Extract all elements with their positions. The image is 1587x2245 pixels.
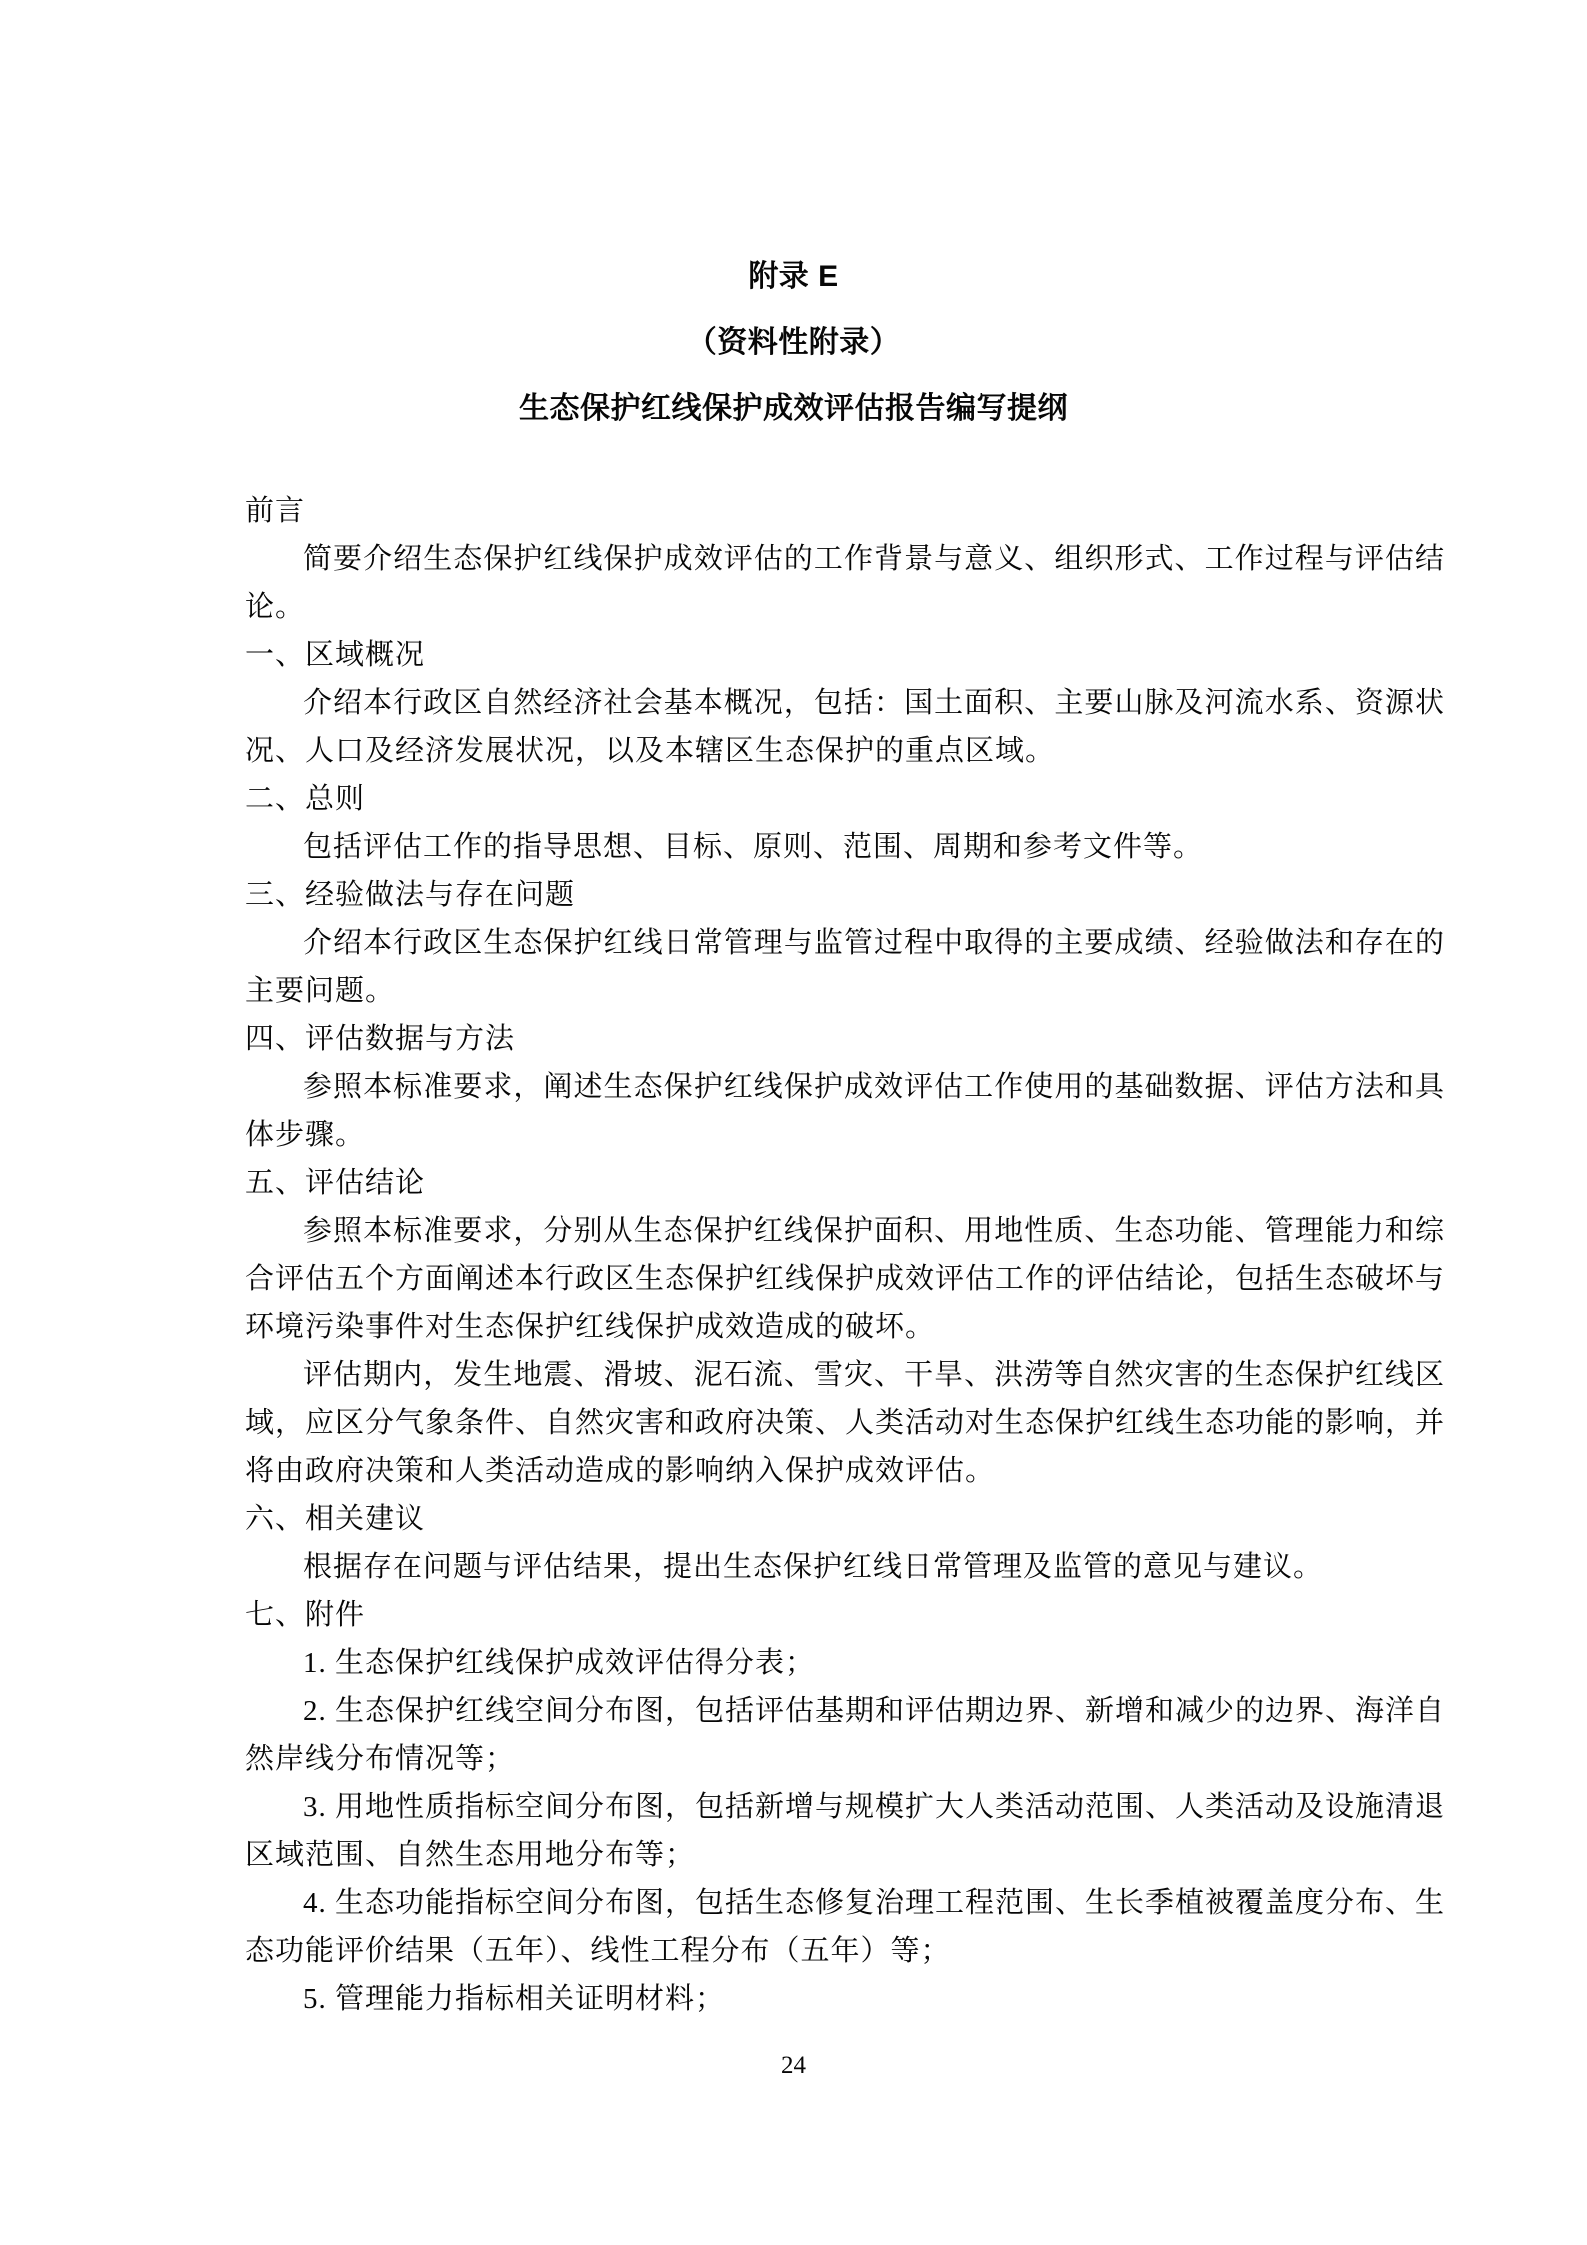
page-number: 24 bbox=[781, 2052, 806, 2079]
paragraph: 1. 生态保护红线保护成效评估得分表； bbox=[303, 1647, 816, 1679]
paragraph: 参照本标准要求，分别从生态保护红线保护面积、用地性质、生态功能、管理能力和综合评估五个方面阐述本行政区生态保护红线保护成效评估工作的评估结论，包括生态破坏与环境污染事件对生态保护红线保护成效造成的破坏。 bbox=[245, 1215, 1446, 1343]
section-heading: 前言 bbox=[245, 495, 306, 527]
document-body bbox=[245, 487, 1445, 2023]
section-heading: 一、区域概况 bbox=[245, 639, 426, 671]
paragraph: 4. 生态功能指标空间分布图，包括生态修复治理工程范围、生长季植被覆盖度分布、生态功能评价结果（五年）、线性工程分布（五年）等； bbox=[245, 1887, 1446, 1967]
section-heading: 三、经验做法与存在问题 bbox=[245, 879, 576, 911]
section-heading: 六、相关建议 bbox=[245, 1503, 426, 1535]
title-block bbox=[0, 244, 1587, 442]
paragraph: 参照本标准要求，阐述生态保护红线保护成效评估工作使用的基础数据、评估方法和具体步骤。 bbox=[245, 1071, 1445, 1151]
document-title: 生态保护红线保护成效评估报告编写提纲 bbox=[519, 392, 1068, 425]
section-heading: 七、附件 bbox=[245, 1599, 366, 1631]
paragraph: 3. 用地性质指标空间分布图，包括新增与规模扩大人类活动范围、人类活动及设施清退区域范围、自然生态用地分布等； bbox=[245, 1791, 1446, 1871]
section-heading: 四、评估数据与方法 bbox=[245, 1023, 516, 1055]
paragraph: 5. 管理能力指标相关证明材料； bbox=[303, 1983, 726, 2015]
paragraph: 介绍本行政区自然经济社会基本概况，包括：国土面积、主要山脉及河流水系、资源状况、人口及经济发展状况，以及本辖区生态保护的重点区域。 bbox=[245, 687, 1445, 767]
paragraph: 根据存在问题与评估结果，提出生态保护红线日常管理及监管的意见与建议。 bbox=[303, 1551, 1324, 1583]
paragraph: 2. 生态保护红线空间分布图，包括评估基期和评估期边界、新增和减少的边界、海洋自然岸线分布情况等； bbox=[245, 1695, 1446, 1775]
paragraph: 包括评估工作的指导思想、目标、原则、范围、周期和参考文件等。 bbox=[303, 831, 1204, 863]
appendix-label: 附录 E bbox=[748, 260, 839, 293]
section-heading: 二、总则 bbox=[245, 783, 366, 815]
paragraph: 介绍本行政区生态保护红线日常管理与监管过程中取得的主要成绩、经验做法和存在的主要问题。 bbox=[245, 927, 1445, 1007]
paragraph: 评估期内，发生地震、滑坡、泥石流、雪灾、干旱、洪涝等自然灾害的生态保护红线区域，应区分气象条件、自然灾害和政府决策、人类活动对生态保护红线生态功能的影响，并将由政府决策和人类活动造成的影响纳入保护成效评估。 bbox=[245, 1359, 1446, 1487]
page-footer bbox=[0, 2050, 1587, 2082]
section-heading: 五、评估结论 bbox=[245, 1167, 426, 1199]
paragraph: 简要介绍生态保护红线保护成效评估的工作背景与意义、组织形式、工作过程与评估结论。 bbox=[245, 543, 1445, 623]
appendix-type-label: （资料性附录） bbox=[686, 326, 901, 359]
